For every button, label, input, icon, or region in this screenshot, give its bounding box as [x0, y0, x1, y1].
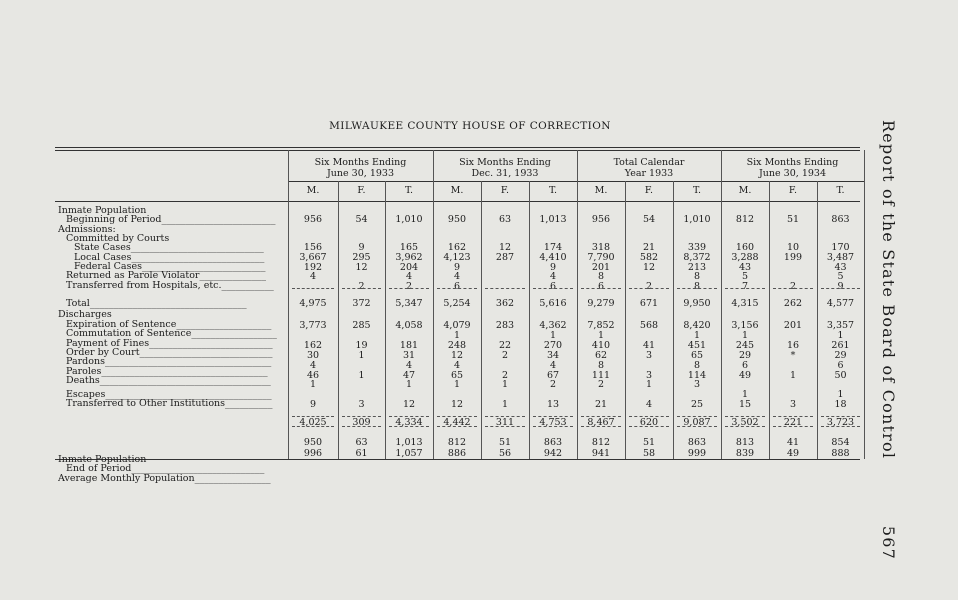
- page-number: 567: [879, 525, 898, 560]
- table-cell: 162: [303, 340, 323, 351]
- table-cell: 160: [735, 242, 755, 253]
- table-cell: 4,362: [539, 320, 567, 331]
- table-cell: 192: [303, 262, 323, 273]
- table-cell: 2: [501, 370, 509, 381]
- table-cell: 18: [834, 399, 847, 410]
- row-label: Deaths____________________________________: [66, 375, 271, 386]
- table-cell: 839: [735, 448, 755, 459]
- table-cell: 49: [786, 448, 800, 459]
- sum-rule: [485, 416, 525, 417]
- table-cell: 4,975: [299, 298, 327, 309]
- sum-rule: [389, 288, 429, 289]
- table-cell: 54: [355, 214, 368, 225]
- sum-rule: [533, 416, 573, 417]
- table-cell: 812: [735, 214, 755, 225]
- table-cell: 3,773: [299, 320, 327, 331]
- table-cell: 162: [447, 242, 467, 253]
- table-cell: 2: [645, 281, 653, 292]
- sum-rule: [725, 416, 765, 417]
- table-cell: 4,025: [299, 417, 327, 428]
- table-cell: 318: [591, 242, 611, 253]
- table-cell: 3: [358, 399, 365, 410]
- table-cell: 21: [594, 399, 608, 410]
- sum-rule: [821, 426, 860, 427]
- table-cell: 3,502: [731, 417, 759, 428]
- table-cell: 7,790: [587, 252, 615, 263]
- table-cell: 4,334: [395, 417, 423, 428]
- group-heading-line2: June 30, 1934: [759, 168, 826, 179]
- row-label: Payment of Fines__________________________: [66, 338, 273, 349]
- table-cell: 67: [546, 370, 560, 381]
- table-cell: *: [790, 350, 796, 361]
- table-cell: 6: [597, 281, 605, 292]
- sum-rule: [292, 426, 334, 427]
- table-cell: 1: [645, 379, 653, 390]
- table-cell: 5,347: [395, 298, 423, 309]
- table-cell: 6: [453, 281, 461, 292]
- table-cell: 204: [399, 262, 419, 273]
- table-cell: 8: [693, 360, 701, 371]
- table-cell: 5: [741, 271, 749, 282]
- table-cell: 8: [693, 281, 701, 292]
- table-cell: 16: [786, 340, 800, 351]
- sum-rule: [342, 426, 381, 427]
- table-cell: 51: [642, 437, 656, 448]
- sum-rule: [725, 426, 765, 427]
- table-cell: 165: [399, 242, 419, 253]
- table-cell: 4: [309, 271, 317, 282]
- table-cell: 5: [837, 271, 844, 282]
- table-cell: 221: [783, 417, 803, 428]
- sum-rule: [389, 416, 429, 417]
- table-cell: 156: [303, 242, 323, 253]
- table-cell: 4,079: [443, 320, 471, 331]
- subcolumn-heading: F.: [500, 185, 510, 196]
- table-cell: 111: [591, 370, 611, 381]
- table-cell: 4: [549, 360, 557, 371]
- sum-rule: [677, 426, 717, 427]
- row-label: Beginning of Period________________________: [66, 214, 276, 225]
- table-cell: 950: [447, 214, 467, 225]
- table-cell: 4: [453, 271, 461, 282]
- table-cell: 201: [783, 320, 803, 331]
- table-cell: 996: [303, 448, 323, 459]
- table-cell: 1: [741, 389, 749, 400]
- sum-rule: [677, 416, 717, 417]
- row-label: Total_________________________________: [66, 298, 247, 309]
- row-label: Committed by Courts: [66, 233, 170, 244]
- sum-rule: [677, 288, 717, 289]
- table-cell: 3: [789, 399, 797, 410]
- table-cell: 12: [498, 242, 512, 253]
- table-cell: 2: [358, 281, 365, 292]
- sum-rule: [533, 426, 573, 427]
- table-cell: 4: [645, 399, 653, 410]
- table-cell: 9,279: [587, 298, 615, 309]
- table-cell: 12: [450, 399, 464, 410]
- table-cell: 886: [447, 448, 467, 459]
- table-cell: 4,123: [443, 252, 471, 263]
- group-heading: [721, 157, 864, 179]
- table-cell: 1: [693, 330, 701, 341]
- group-heading-line1: Six Months Ending: [746, 157, 839, 168]
- table-cell: 568: [639, 320, 659, 331]
- table-cell: 4: [405, 360, 413, 371]
- row-label: Discharges: [58, 309, 112, 320]
- table-cell: 863: [831, 214, 850, 225]
- table-cell: 1: [453, 330, 461, 341]
- table-cell: 46: [306, 370, 320, 381]
- table-cell: 13: [546, 399, 560, 410]
- table-cell: 4,410: [539, 252, 567, 263]
- table-cell: 62: [594, 350, 608, 361]
- table-cell: 34: [546, 350, 560, 361]
- row-label: State Cases____________________________: [74, 242, 264, 253]
- table-cell: 3: [645, 350, 653, 361]
- table-cell: 3,962: [395, 252, 423, 263]
- sum-rule: [342, 416, 381, 417]
- table-cell: 9: [309, 399, 317, 410]
- sum-rule: [821, 416, 860, 417]
- table-cell: 5,254: [443, 298, 471, 309]
- table-cell: 620: [639, 417, 659, 428]
- table-cell: 29: [834, 350, 847, 361]
- table-cell: 1: [501, 399, 509, 410]
- table-cell: 56: [498, 448, 512, 459]
- table-cell: 410: [591, 340, 611, 351]
- sum-rule: [437, 288, 477, 289]
- table-cell: 2: [549, 379, 557, 390]
- row-label: Order by Court____________________________: [66, 347, 273, 358]
- table-cell: 9,950: [683, 298, 711, 309]
- rule-under-groups: [288, 181, 864, 182]
- sum-rule: [437, 416, 477, 417]
- table-cell: 1: [501, 379, 509, 390]
- subcolumn-heading: M.: [738, 185, 752, 196]
- table-cell: 5,616: [539, 298, 567, 309]
- subcolumn-heading: F.: [788, 185, 798, 196]
- table-cell: 21: [642, 242, 656, 253]
- table-cell: 285: [352, 320, 371, 331]
- row-label: Paroles___________________________________: [66, 366, 268, 377]
- rule-top-2: [55, 150, 860, 151]
- table-cell: 8,467: [587, 417, 615, 428]
- sum-rule: [821, 288, 860, 289]
- table-cell: 4,442: [443, 417, 471, 428]
- table-cell: 813: [735, 437, 755, 448]
- row-label: Escapes___________________________________: [66, 389, 272, 400]
- table-cell: 41: [786, 437, 800, 448]
- table-cell: 372: [352, 298, 371, 309]
- table-cell: 4: [405, 271, 413, 282]
- table-cell: 174: [543, 242, 563, 253]
- row-label: Local Cases____________________________: [74, 252, 265, 263]
- table-cell: 1: [789, 370, 797, 381]
- table-cell: 261: [831, 340, 850, 351]
- table-cell: 8,372: [683, 252, 711, 263]
- table-cell: 63: [498, 214, 512, 225]
- table-cell: 12: [450, 350, 464, 361]
- table-cell: 283: [495, 320, 515, 331]
- row-label: Admissions:: [58, 224, 116, 235]
- sum-rule: [629, 426, 669, 427]
- subcolumn-heading: T.: [836, 185, 845, 196]
- table-cell: 4: [309, 360, 317, 371]
- table-cell: 51: [786, 214, 800, 225]
- table-cell: 12: [355, 262, 368, 273]
- subcolumn-heading: T.: [405, 185, 413, 196]
- sum-rule: [389, 426, 429, 427]
- table-cell: 9: [549, 262, 557, 273]
- table-cell: 3,487: [826, 252, 855, 263]
- table-cell: 199: [783, 252, 803, 263]
- table-cell: 213: [687, 262, 707, 273]
- subcolumn-heading: T.: [549, 185, 557, 196]
- table-cell: 8: [597, 271, 605, 282]
- table-cell: 270: [543, 340, 563, 351]
- table-cell: 3,667: [299, 252, 327, 263]
- table-cell: 51: [498, 437, 512, 448]
- table-cell: 1: [358, 370, 365, 381]
- table-cell: 12: [402, 399, 416, 410]
- table-cell: 1: [358, 350, 365, 361]
- table-cell: 3: [645, 370, 653, 381]
- table-cell: 61: [355, 448, 368, 459]
- table-cell: 1: [309, 379, 317, 390]
- table-cell: 170: [831, 242, 850, 253]
- table-cell: 22: [498, 340, 512, 351]
- table-cell: 950: [303, 437, 323, 448]
- subcolumn-heading: M.: [306, 185, 320, 196]
- table-cell: 3,723: [826, 417, 855, 428]
- subcolumn-heading: M.: [594, 185, 608, 196]
- group-heading-line1: Total Calendar: [613, 157, 685, 168]
- row-label: Expiration of Sentence____________________: [66, 319, 272, 330]
- subcolumn-heading: T.: [693, 185, 701, 196]
- subcolumn-heading: F.: [357, 185, 366, 196]
- table-cell: 58: [642, 448, 656, 459]
- sum-rule: [292, 288, 334, 289]
- table-cell: 812: [447, 437, 467, 448]
- table-cell: 311: [495, 417, 515, 428]
- table-cell: 582: [639, 252, 659, 263]
- table-cell: 25: [690, 399, 704, 410]
- table-cell: 262: [783, 298, 803, 309]
- table-cell: 12: [642, 262, 656, 273]
- sum-rule: [629, 288, 669, 289]
- row-label: Federal Cases__________________________: [74, 261, 266, 272]
- table-cell: 43: [738, 262, 752, 273]
- table-cell: 956: [303, 214, 323, 225]
- sum-rule: [773, 416, 813, 417]
- table-cell: 295: [352, 252, 371, 263]
- table-cell: 362: [495, 298, 515, 309]
- group-heading-line2: Year 1933: [624, 168, 674, 179]
- sum-rule: [485, 288, 525, 289]
- row-label: Transferred to Other Institutions__________: [66, 398, 273, 409]
- table-cell: 50: [834, 370, 847, 381]
- table-cell: 999: [687, 448, 707, 459]
- table-cell: 6: [549, 281, 557, 292]
- table-cell: 8: [693, 271, 701, 282]
- group-heading: [433, 157, 577, 179]
- table-cell: 2: [597, 379, 605, 390]
- table-cell: 1: [405, 379, 413, 390]
- table-cell: 7: [741, 281, 749, 292]
- table-cell: 245: [735, 340, 755, 351]
- table-cell: 10: [786, 242, 800, 253]
- group-heading-line2: Dec. 31, 1933: [471, 168, 539, 179]
- table-cell: 854: [831, 437, 850, 448]
- table-cell: 9,087: [683, 417, 711, 428]
- table-cell: 3,288: [731, 252, 759, 263]
- table-cell: 15: [738, 399, 752, 410]
- group-heading-line1: Six Months Ending: [314, 157, 407, 168]
- table-cell: 4: [549, 271, 557, 282]
- table-cell: 7,852: [587, 320, 615, 331]
- table-cell: 6: [741, 360, 749, 371]
- row-label: Inmate Population: [58, 205, 147, 216]
- table-cell: 29: [738, 350, 752, 361]
- table-cell: 812: [591, 437, 611, 448]
- table-cell: 1: [453, 379, 461, 390]
- table-cell: 2: [501, 350, 509, 361]
- table-cell: 65: [450, 370, 464, 381]
- sum-rule: [533, 288, 573, 289]
- table-cell: 9: [453, 262, 461, 273]
- table-cell: 309: [352, 417, 371, 428]
- table-cell: 4,577: [826, 298, 855, 309]
- subcolumn-heading: F.: [644, 185, 654, 196]
- table-cell: 8,420: [683, 320, 711, 331]
- table-cell: 451: [687, 340, 707, 351]
- side-running-head: [868, 120, 898, 560]
- table-cell: 942: [543, 448, 563, 459]
- row-label: End of Period____________________________: [66, 463, 265, 474]
- group-heading-line2: June 30, 1933: [327, 168, 394, 179]
- table-cell: 181: [399, 340, 419, 351]
- table-cell: 9: [837, 281, 844, 292]
- table-cell: 63: [355, 437, 368, 448]
- table-cell: 4,058: [395, 320, 423, 331]
- table-cell: 3: [693, 379, 701, 390]
- group-heading-line1: Six Months Ending: [459, 157, 551, 168]
- table-cell: 114: [687, 370, 707, 381]
- table-cell: 1: [741, 330, 749, 341]
- column-rule: [864, 150, 865, 459]
- table-cell: 6: [837, 360, 844, 371]
- table-cell: 287: [495, 252, 515, 263]
- sum-rule: [725, 288, 765, 289]
- table-cell: 4: [453, 360, 461, 371]
- sum-rule: [292, 416, 334, 417]
- sum-rule: [485, 426, 525, 427]
- table-cell: 19: [355, 340, 368, 351]
- table-cell: 9: [358, 242, 365, 253]
- table-cell: 41: [642, 340, 656, 351]
- rule-top: [55, 147, 860, 148]
- table-cell: 4,753: [539, 417, 567, 428]
- table-cell: 1: [597, 330, 605, 341]
- sum-rule: [581, 288, 621, 289]
- group-heading: [577, 157, 721, 179]
- table-cell: 2: [789, 281, 797, 292]
- table-cell: 1: [549, 330, 557, 341]
- table-cell: 1,010: [683, 214, 711, 225]
- row-label: Returned as Parole Violator______________: [66, 270, 266, 281]
- table-cell: 43: [834, 262, 847, 273]
- row-label: Inmate Population: [58, 454, 147, 465]
- sum-rule: [581, 426, 621, 427]
- table-cell: 49: [738, 370, 752, 381]
- table-cell: 1: [837, 330, 844, 341]
- table-cell: 248: [447, 340, 467, 351]
- table-cell: 3,357: [826, 320, 855, 331]
- sum-rule: [773, 288, 813, 289]
- table-cell: 1,013: [395, 437, 423, 448]
- table-cell: 54: [642, 214, 656, 225]
- table-cell: 956: [591, 214, 611, 225]
- table-cell: 30: [306, 350, 320, 361]
- page-title: MILWAUKEE COUNTY HOUSE OF CORRECTION: [329, 120, 611, 132]
- table-cell: 65: [690, 350, 704, 361]
- table-cell: 8: [597, 360, 605, 371]
- sum-rule: [581, 416, 621, 417]
- table-cell: 888: [831, 448, 850, 459]
- table-cell: 201: [591, 262, 611, 273]
- sum-rule: [437, 426, 477, 427]
- table-cell: 1,013: [539, 214, 567, 225]
- subcolumn-heading: M.: [450, 185, 464, 196]
- row-label: Transferred from Hospitals, etc.___________: [66, 280, 274, 291]
- table-cell: 1,057: [395, 448, 423, 459]
- rule-under-subcols: [55, 201, 860, 202]
- sum-rule: [773, 426, 813, 427]
- table-cell: 1: [837, 389, 844, 400]
- table-cell: 1,010: [395, 214, 423, 225]
- row-label: Average Monthly Population________________: [58, 473, 271, 484]
- table-cell: 2: [405, 281, 413, 292]
- table-cell: 863: [543, 437, 563, 448]
- table-cell: 31: [402, 350, 416, 361]
- row-label: Commutation of Sentence__________________: [66, 328, 277, 339]
- table-cell: 863: [687, 437, 707, 448]
- table-cell: 3,156: [731, 320, 759, 331]
- table-cell: 4,315: [731, 298, 759, 309]
- row-label: Pardons___________________________________: [66, 356, 272, 367]
- side-title: Report of the State Board of Control: [879, 120, 898, 460]
- table-cell: 671: [639, 298, 659, 309]
- table-cell: 339: [687, 242, 707, 253]
- table-cell: 941: [591, 448, 611, 459]
- group-heading: [288, 157, 433, 179]
- sum-rule: [629, 416, 669, 417]
- sum-rule: [342, 288, 381, 289]
- table-cell: 47: [402, 370, 416, 381]
